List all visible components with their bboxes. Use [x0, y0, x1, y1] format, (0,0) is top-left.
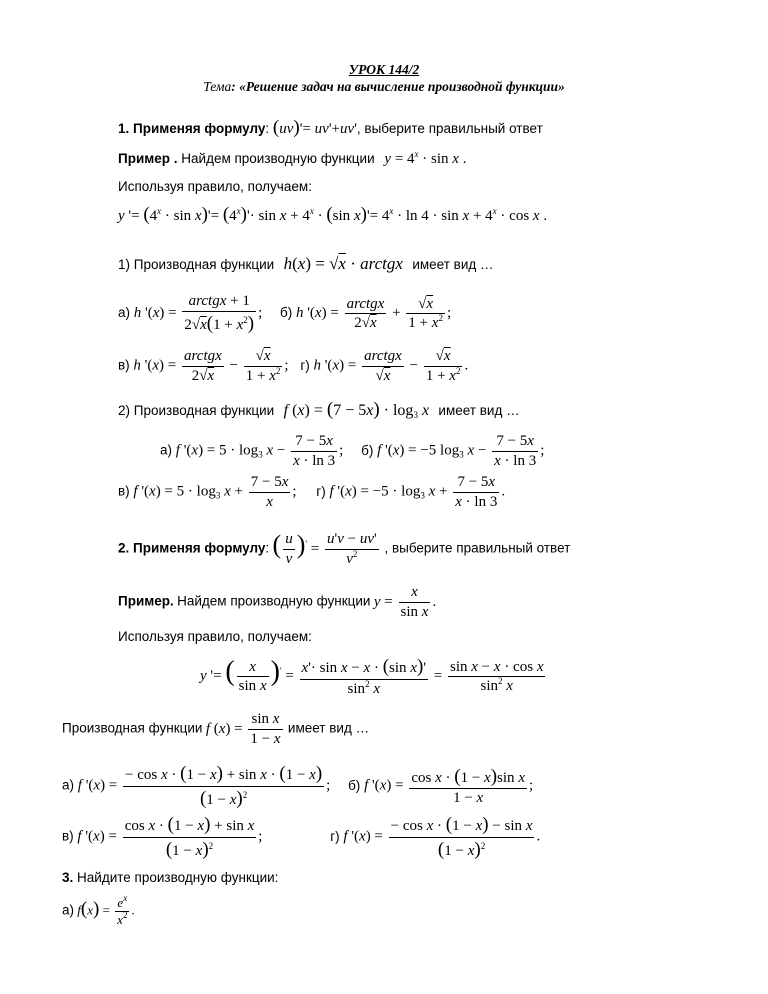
q2-option-a: а) f '$(x) = 5 \cdot \log_3 x$ − $\frac{7 - 5x}{x \cdot \ln 3}$ ; б) f '(x) = −5 $\log_3 x$ − $\frac{7 - 5x}{x \cdot \ln 3}$ ; — [160, 433, 545, 469]
section1-derivation: y '= $(4^x \cdot \sin x)'= (4^x)'\cdot \sin x + 4^x \cdot (\sin$ $x)'= 4^x \cdot \ln 4 \cdot \sin x + 4^x \cdot \cos x$ . — [118, 204, 548, 225]
section1-heading: 1. Применяя формулу: (uv)'= uv'+uv', выберите правильный ответ — [118, 117, 543, 138]
q3-option-v: в) f '(x) = $\frac{\text{cos x · (1 − x) + sin x}}{(1 - x)^2}$ ; г) f '(x) = $\frac{\text{− cos x · (1 − x) − sin x}}{(1 - x)^2}$ . — [62, 814, 541, 860]
q2-option-v: в) f '$(x) = 5 \cdot \log_3 x$ + $\frac{7 - 5x}{x}$ ; г) f '$(x) = -5 \cdot \log_3 x$ + $\frac{7 - 5x}{x \cdot \ln 3}$ . — [118, 474, 506, 510]
section1-example: Пример . Найдем производную функции $y = 4^x \cdot \sin x$ . — [118, 149, 467, 167]
section1-rule-text: Используя правило, получаем: — [118, 179, 312, 194]
section2-rule-text: Используя правило, получаем: — [118, 629, 312, 644]
section2-heading: 2. Применяя формулу: ( $\frac{u}{v}$ )' = $\frac{u'v - uv'}{v^2}$ , выберите правильный ответ — [118, 529, 571, 567]
section3-item-a: а) f(x) = $\frac{e^x}{x^2}$ . — [62, 893, 135, 928]
section2-question: Производная функции f (x) = $\frac{\text{sin x}}{1 - x}$ имеет вид … — [62, 711, 370, 747]
lesson-title: УРОК 144/2 — [348, 62, 420, 77]
section3-heading: 3. Найдите производную функции: — [62, 870, 279, 885]
q1-option-v: в) h '(x) = $\frac{\text{arctgx}}{2√x}$ − $\frac{√x}{1 + x^2}$ ; г) h '(x) = $\frac{\text{arctgx}}{√x}$ − $\frac{√x}{1 + x^2}$ . — [118, 348, 469, 384]
question-1: 1) Производная функции h(x) = √x · arctgx имеет вид … — [118, 254, 494, 273]
q1-option-a: а) h '(x) = $\frac{\text{arctgx + 1}}{2√x(1 + x^2)}$ ; б) h '(x) = $\frac{\text{arctgx}}{2√x}$ + $\frac{√x}{1 + x^2}$ ; — [118, 293, 452, 334]
section2-example: Пример. Найдем производную функции y = $\frac{x}{\text{sin x}}$ . — [118, 584, 437, 620]
quotient-rule-formula: ( $\frac{u}{v}$ )' = $\frac{u'v - uv'}{v^2}$ — [272, 529, 377, 567]
section2-derivation: y '= ( $\frac{x}{\text{sin x}}$ )' = $\frac{\text{x'· sin x − x · (sin x)'}}{\sin^2 x}$ = $\frac{\text{sin x − x · cos x}}{\sin^2 x}$ — [200, 656, 544, 697]
product-rule-formula: (uv)'= uv'+uv' — [272, 117, 357, 138]
q3-option-a: а) f '(x) = $\frac{\text{− cos x · (1 − x) + sin x · (1 − x)}}{(1 - x)^2}$ ; б) f '(x) = $\frac{\text{cos x · (1 − x)sin x}}{1 - x}$ ; — [62, 763, 534, 809]
lesson-topic: Тема: «Решение задач на вычисление производной функции» — [203, 79, 565, 94]
question-2: 2) Производная функции f $(x) = (7 - 5x) \cdot \log_3 x$ имеет вид … — [118, 399, 520, 420]
